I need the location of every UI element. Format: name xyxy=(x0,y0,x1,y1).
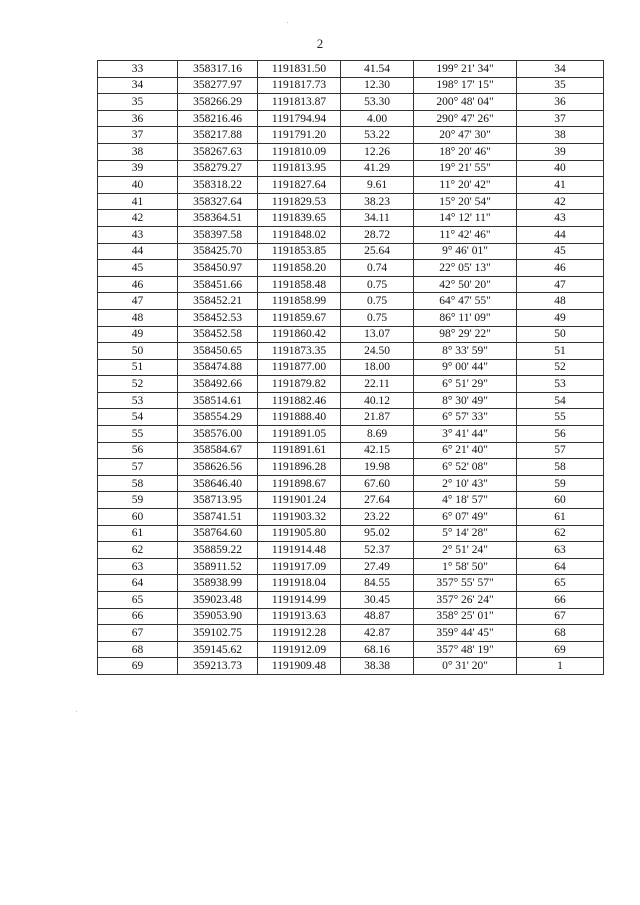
bearing-cell: 3° 41' 44" xyxy=(414,426,517,443)
point-number-cell: 54 xyxy=(98,409,178,426)
table-row xyxy=(98,475,604,492)
distance-cell: 34.11 xyxy=(341,210,414,227)
y-coordinate-cell: 1191873.35 xyxy=(258,343,341,360)
distance-cell: 12.30 xyxy=(341,77,414,94)
distance-cell: 23.22 xyxy=(341,509,414,526)
bearing-cell: 2° 10' 43" xyxy=(414,475,517,492)
y-coordinate-cell: 1191913.63 xyxy=(258,608,341,625)
x-coordinate-cell: 358452.53 xyxy=(178,309,258,326)
x-coordinate-cell: 358327.64 xyxy=(178,193,258,210)
y-coordinate-cell: 1191791.20 xyxy=(258,127,341,144)
y-coordinate-cell: 1191858.20 xyxy=(258,260,341,277)
x-coordinate-cell: 358397.58 xyxy=(178,226,258,243)
next-point-cell: 67 xyxy=(517,608,604,625)
x-coordinate-cell: 358364.51 xyxy=(178,210,258,227)
point-number-cell: 38 xyxy=(98,143,178,160)
bearing-cell: 6° 21' 40" xyxy=(414,442,517,459)
point-number-cell: 39 xyxy=(98,160,178,177)
bearing-cell: 6° 51' 29" xyxy=(414,376,517,393)
distance-cell: 25.64 xyxy=(341,243,414,260)
table-row xyxy=(98,210,604,227)
point-number-cell: 59 xyxy=(98,492,178,509)
table-row xyxy=(98,326,604,343)
y-coordinate-cell: 1191914.99 xyxy=(258,592,341,609)
bearing-cell: 11° 42' 46" xyxy=(414,226,517,243)
next-point-cell: 62 xyxy=(517,525,604,542)
point-number-cell: 65 xyxy=(98,592,178,609)
point-number-cell: 66 xyxy=(98,608,178,625)
point-number-cell: 69 xyxy=(98,658,178,675)
x-coordinate-cell: 358646.40 xyxy=(178,475,258,492)
next-point-cell: 34 xyxy=(517,61,604,78)
x-coordinate-cell: 358911.52 xyxy=(178,558,258,575)
x-coordinate-cell: 359023.48 xyxy=(178,592,258,609)
point-number-cell: 46 xyxy=(98,276,178,293)
point-number-cell: 64 xyxy=(98,575,178,592)
bearing-cell: 98° 29' 22" xyxy=(414,326,517,343)
x-coordinate-cell: 358450.65 xyxy=(178,343,258,360)
bearing-cell: 42° 50' 20" xyxy=(414,276,517,293)
table-row xyxy=(98,226,604,243)
point-number-cell: 44 xyxy=(98,243,178,260)
next-point-cell: 59 xyxy=(517,475,604,492)
table-row xyxy=(98,592,604,609)
x-coordinate-cell: 358451.66 xyxy=(178,276,258,293)
next-point-cell: 45 xyxy=(517,243,604,260)
x-coordinate-cell: 358279.27 xyxy=(178,160,258,177)
x-coordinate-cell: 358452.58 xyxy=(178,326,258,343)
point-number-cell: 62 xyxy=(98,542,178,559)
table-row xyxy=(98,409,604,426)
distance-cell: 53.30 xyxy=(341,94,414,111)
next-point-cell: 48 xyxy=(517,293,604,310)
distance-cell: 12.26 xyxy=(341,143,414,160)
x-coordinate-cell: 358450.97 xyxy=(178,260,258,277)
x-coordinate-cell: 358277.97 xyxy=(178,77,258,94)
y-coordinate-cell: 1191879.82 xyxy=(258,376,341,393)
point-number-cell: 34 xyxy=(98,77,178,94)
bearing-cell: 9° 00' 44" xyxy=(414,359,517,376)
table-row xyxy=(98,61,604,78)
table-row xyxy=(98,658,604,675)
next-point-cell: 63 xyxy=(517,542,604,559)
table-row xyxy=(98,641,604,658)
table-row xyxy=(98,110,604,127)
bearing-cell: 19° 21' 55" xyxy=(414,160,517,177)
next-point-cell: 51 xyxy=(517,343,604,360)
distance-cell: 68.16 xyxy=(341,641,414,658)
bearing-cell: 20° 47' 30" xyxy=(414,127,517,144)
x-coordinate-cell: 358318.22 xyxy=(178,177,258,194)
bearing-cell: 357° 55' 57" xyxy=(414,575,517,592)
distance-cell: 84.55 xyxy=(341,575,414,592)
point-number-cell: 53 xyxy=(98,392,178,409)
y-coordinate-cell: 1191817.73 xyxy=(258,77,341,94)
point-number-cell: 48 xyxy=(98,309,178,326)
next-point-cell: 38 xyxy=(517,127,604,144)
next-point-cell: 43 xyxy=(517,210,604,227)
table-row xyxy=(98,558,604,575)
x-coordinate-cell: 358554.29 xyxy=(178,409,258,426)
distance-cell: 41.54 xyxy=(341,61,414,78)
y-coordinate-cell: 1191898.67 xyxy=(258,475,341,492)
y-coordinate-cell: 1191858.99 xyxy=(258,293,341,310)
y-coordinate-cell: 1191859.67 xyxy=(258,309,341,326)
distance-cell: 53.22 xyxy=(341,127,414,144)
next-point-cell: 49 xyxy=(517,309,604,326)
y-coordinate-cell: 1191882.46 xyxy=(258,392,341,409)
bearing-cell: 8° 30' 49" xyxy=(414,392,517,409)
bearing-cell: 5° 14' 28" xyxy=(414,525,517,542)
table-row xyxy=(98,343,604,360)
point-number-cell: 51 xyxy=(98,359,178,376)
table-row xyxy=(98,193,604,210)
bearing-cell: 358° 25' 01" xyxy=(414,608,517,625)
bearing-cell: 2° 51' 24" xyxy=(414,542,517,559)
x-coordinate-cell: 358713.95 xyxy=(178,492,258,509)
table-row xyxy=(98,309,604,326)
x-coordinate-cell: 358584.67 xyxy=(178,442,258,459)
y-coordinate-cell: 1191860.42 xyxy=(258,326,341,343)
point-number-cell: 36 xyxy=(98,110,178,127)
point-number-cell: 55 xyxy=(98,426,178,443)
x-coordinate-cell: 358576.00 xyxy=(178,426,258,443)
next-point-cell: 47 xyxy=(517,276,604,293)
next-point-cell: 55 xyxy=(517,409,604,426)
table-row xyxy=(98,127,604,144)
bearing-cell: 6° 52' 08" xyxy=(414,459,517,476)
distance-cell: 4.00 xyxy=(341,110,414,127)
y-coordinate-cell: 1191839.65 xyxy=(258,210,341,227)
table-row xyxy=(98,608,604,625)
next-point-cell: 60 xyxy=(517,492,604,509)
x-coordinate-cell: 358217.88 xyxy=(178,127,258,144)
point-number-cell: 43 xyxy=(98,226,178,243)
y-coordinate-cell: 1191912.09 xyxy=(258,641,341,658)
y-coordinate-cell: 1191810.09 xyxy=(258,143,341,160)
y-coordinate-cell: 1191853.85 xyxy=(258,243,341,260)
y-coordinate-cell: 1191917.09 xyxy=(258,558,341,575)
table-row xyxy=(98,509,604,526)
next-point-cell: 69 xyxy=(517,641,604,658)
x-coordinate-cell: 358425.70 xyxy=(178,243,258,260)
distance-cell: 38.23 xyxy=(341,193,414,210)
bearing-cell: 6° 07' 49" xyxy=(414,509,517,526)
table-row xyxy=(98,426,604,443)
bearing-cell: 22° 05' 13" xyxy=(414,260,517,277)
point-number-cell: 61 xyxy=(98,525,178,542)
y-coordinate-cell: 1191813.87 xyxy=(258,94,341,111)
next-point-cell: 53 xyxy=(517,376,604,393)
point-number-cell: 49 xyxy=(98,326,178,343)
bearing-cell: 357° 26' 24" xyxy=(414,592,517,609)
distance-cell: 24.50 xyxy=(341,343,414,360)
bearing-cell: 4° 18' 57" xyxy=(414,492,517,509)
point-number-cell: 47 xyxy=(98,293,178,310)
next-point-cell: 58 xyxy=(517,459,604,476)
bearing-cell: 357° 48' 19" xyxy=(414,641,517,658)
bearing-cell: 64° 47' 55" xyxy=(414,293,517,310)
table-row xyxy=(98,625,604,642)
x-coordinate-cell: 358859.22 xyxy=(178,542,258,559)
distance-cell: 40.12 xyxy=(341,392,414,409)
next-point-cell: 42 xyxy=(517,193,604,210)
next-point-cell: 39 xyxy=(517,143,604,160)
x-coordinate-cell: 358492.66 xyxy=(178,376,258,393)
distance-cell: 27.64 xyxy=(341,492,414,509)
distance-cell: 22.11 xyxy=(341,376,414,393)
point-number-cell: 52 xyxy=(98,376,178,393)
x-coordinate-cell: 359145.62 xyxy=(178,641,258,658)
point-number-cell: 41 xyxy=(98,193,178,210)
bearing-cell: 6° 57' 33" xyxy=(414,409,517,426)
point-number-cell: 42 xyxy=(98,210,178,227)
page-number: 2 xyxy=(316,36,324,51)
point-number-cell: 50 xyxy=(98,343,178,360)
table-row xyxy=(98,77,604,94)
point-number-cell: 33 xyxy=(98,61,178,78)
x-coordinate-cell: 358266.29 xyxy=(178,94,258,111)
bearing-cell: 0° 31' 20" xyxy=(414,658,517,675)
distance-cell: 19.98 xyxy=(341,459,414,476)
distance-cell: 8.69 xyxy=(341,426,414,443)
table-row xyxy=(98,376,604,393)
bearing-cell: 9° 46' 01" xyxy=(414,243,517,260)
table-row xyxy=(98,260,604,277)
y-coordinate-cell: 1191831.50 xyxy=(258,61,341,78)
bearing-cell: 11° 20' 42" xyxy=(414,177,517,194)
next-point-cell: 40 xyxy=(517,160,604,177)
table-row xyxy=(98,143,604,160)
x-coordinate-cell: 358474.88 xyxy=(178,359,258,376)
bearing-cell: 200° 48' 04" xyxy=(414,94,517,111)
x-coordinate-cell: 358514.61 xyxy=(178,392,258,409)
next-point-cell: 56 xyxy=(517,426,604,443)
bearing-cell: 18° 20' 46" xyxy=(414,143,517,160)
point-number-cell: 35 xyxy=(98,94,178,111)
point-number-cell: 68 xyxy=(98,641,178,658)
point-number-cell: 60 xyxy=(98,509,178,526)
x-coordinate-cell: 358267.63 xyxy=(178,143,258,160)
x-coordinate-cell: 358626.56 xyxy=(178,459,258,476)
table-row xyxy=(98,575,604,592)
coordinates-table-body xyxy=(98,61,604,675)
scan-speck xyxy=(76,711,77,712)
table-row xyxy=(98,459,604,476)
point-number-cell: 63 xyxy=(98,558,178,575)
y-coordinate-cell: 1191858.48 xyxy=(258,276,341,293)
point-number-cell: 45 xyxy=(98,260,178,277)
point-number-cell: 57 xyxy=(98,459,178,476)
distance-cell: 0.75 xyxy=(341,293,414,310)
y-coordinate-cell: 1191827.64 xyxy=(258,177,341,194)
x-coordinate-cell: 358764.60 xyxy=(178,525,258,542)
y-coordinate-cell: 1191903.32 xyxy=(258,509,341,526)
next-point-cell: 68 xyxy=(517,625,604,642)
distance-cell: 28.72 xyxy=(341,226,414,243)
y-coordinate-cell: 1191909.48 xyxy=(258,658,341,675)
next-point-cell: 37 xyxy=(517,110,604,127)
y-coordinate-cell: 1191918.04 xyxy=(258,575,341,592)
y-coordinate-cell: 1191891.05 xyxy=(258,426,341,443)
y-coordinate-cell: 1191914.48 xyxy=(258,542,341,559)
bearing-cell: 1° 58' 50" xyxy=(414,558,517,575)
table-row xyxy=(98,177,604,194)
next-point-cell: 44 xyxy=(517,226,604,243)
next-point-cell: 57 xyxy=(517,442,604,459)
distance-cell: 41.29 xyxy=(341,160,414,177)
point-number-cell: 67 xyxy=(98,625,178,642)
distance-cell: 95.02 xyxy=(341,525,414,542)
distance-cell: 38.38 xyxy=(341,658,414,675)
next-point-cell: 65 xyxy=(517,575,604,592)
point-number-cell: 56 xyxy=(98,442,178,459)
next-point-cell: 36 xyxy=(517,94,604,111)
table-row xyxy=(98,160,604,177)
distance-cell: 42.87 xyxy=(341,625,414,642)
table-row xyxy=(98,442,604,459)
y-coordinate-cell: 1191813.95 xyxy=(258,160,341,177)
point-number-cell: 40 xyxy=(98,177,178,194)
bearing-cell: 15° 20' 54" xyxy=(414,193,517,210)
bearing-cell: 359° 44' 45" xyxy=(414,625,517,642)
distance-cell: 0.75 xyxy=(341,276,414,293)
y-coordinate-cell: 1191794.94 xyxy=(258,110,341,127)
next-point-cell: 41 xyxy=(517,177,604,194)
x-coordinate-cell: 358938.99 xyxy=(178,575,258,592)
distance-cell: 0.74 xyxy=(341,260,414,277)
distance-cell: 48.87 xyxy=(341,608,414,625)
distance-cell: 18.00 xyxy=(341,359,414,376)
table-row xyxy=(98,359,604,376)
x-coordinate-cell: 358317.16 xyxy=(178,61,258,78)
scan-speck xyxy=(287,22,288,23)
x-coordinate-cell: 358741.51 xyxy=(178,509,258,526)
distance-cell: 0.75 xyxy=(341,309,414,326)
y-coordinate-cell: 1191891.61 xyxy=(258,442,341,459)
bearing-cell: 198° 17' 15" xyxy=(414,77,517,94)
distance-cell: 27.49 xyxy=(341,558,414,575)
distance-cell: 42.15 xyxy=(341,442,414,459)
next-point-cell: 54 xyxy=(517,392,604,409)
bearing-cell: 14° 12' 11" xyxy=(414,210,517,227)
next-point-cell: 50 xyxy=(517,326,604,343)
bearing-cell: 199° 21' 34" xyxy=(414,61,517,78)
y-coordinate-cell: 1191912.28 xyxy=(258,625,341,642)
next-point-cell: 61 xyxy=(517,509,604,526)
distance-cell: 67.60 xyxy=(341,475,414,492)
bearing-cell: 8° 33' 59" xyxy=(414,343,517,360)
x-coordinate-cell: 358216.46 xyxy=(178,110,258,127)
next-point-cell: 1 xyxy=(517,658,604,675)
distance-cell: 9.61 xyxy=(341,177,414,194)
y-coordinate-cell: 1191877.00 xyxy=(258,359,341,376)
x-coordinate-cell: 358452.21 xyxy=(178,293,258,310)
bearing-cell: 86° 11' 09" xyxy=(414,309,517,326)
table-row xyxy=(98,525,604,542)
x-coordinate-cell: 359213.73 xyxy=(178,658,258,675)
point-number-cell: 37 xyxy=(98,127,178,144)
x-coordinate-cell: 359102.75 xyxy=(178,625,258,642)
next-point-cell: 66 xyxy=(517,592,604,609)
x-coordinate-cell: 359053.90 xyxy=(178,608,258,625)
next-point-cell: 35 xyxy=(517,77,604,94)
y-coordinate-cell: 1191901.24 xyxy=(258,492,341,509)
coordinates-table xyxy=(97,60,604,675)
next-point-cell: 46 xyxy=(517,260,604,277)
table-row xyxy=(98,492,604,509)
table-row xyxy=(98,392,604,409)
table-row xyxy=(98,276,604,293)
distance-cell: 52.37 xyxy=(341,542,414,559)
distance-cell: 30.45 xyxy=(341,592,414,609)
table-row xyxy=(98,94,604,111)
y-coordinate-cell: 1191829.53 xyxy=(258,193,341,210)
next-point-cell: 52 xyxy=(517,359,604,376)
table-row xyxy=(98,293,604,310)
y-coordinate-cell: 1191888.40 xyxy=(258,409,341,426)
table-row xyxy=(98,542,604,559)
point-number-cell: 58 xyxy=(98,475,178,492)
next-point-cell: 64 xyxy=(517,558,604,575)
y-coordinate-cell: 1191905.80 xyxy=(258,525,341,542)
table-row xyxy=(98,243,604,260)
distance-cell: 21.87 xyxy=(341,409,414,426)
y-coordinate-cell: 1191896.28 xyxy=(258,459,341,476)
y-coordinate-cell: 1191848.02 xyxy=(258,226,341,243)
distance-cell: 13.07 xyxy=(341,326,414,343)
bearing-cell: 290° 47' 26" xyxy=(414,110,517,127)
